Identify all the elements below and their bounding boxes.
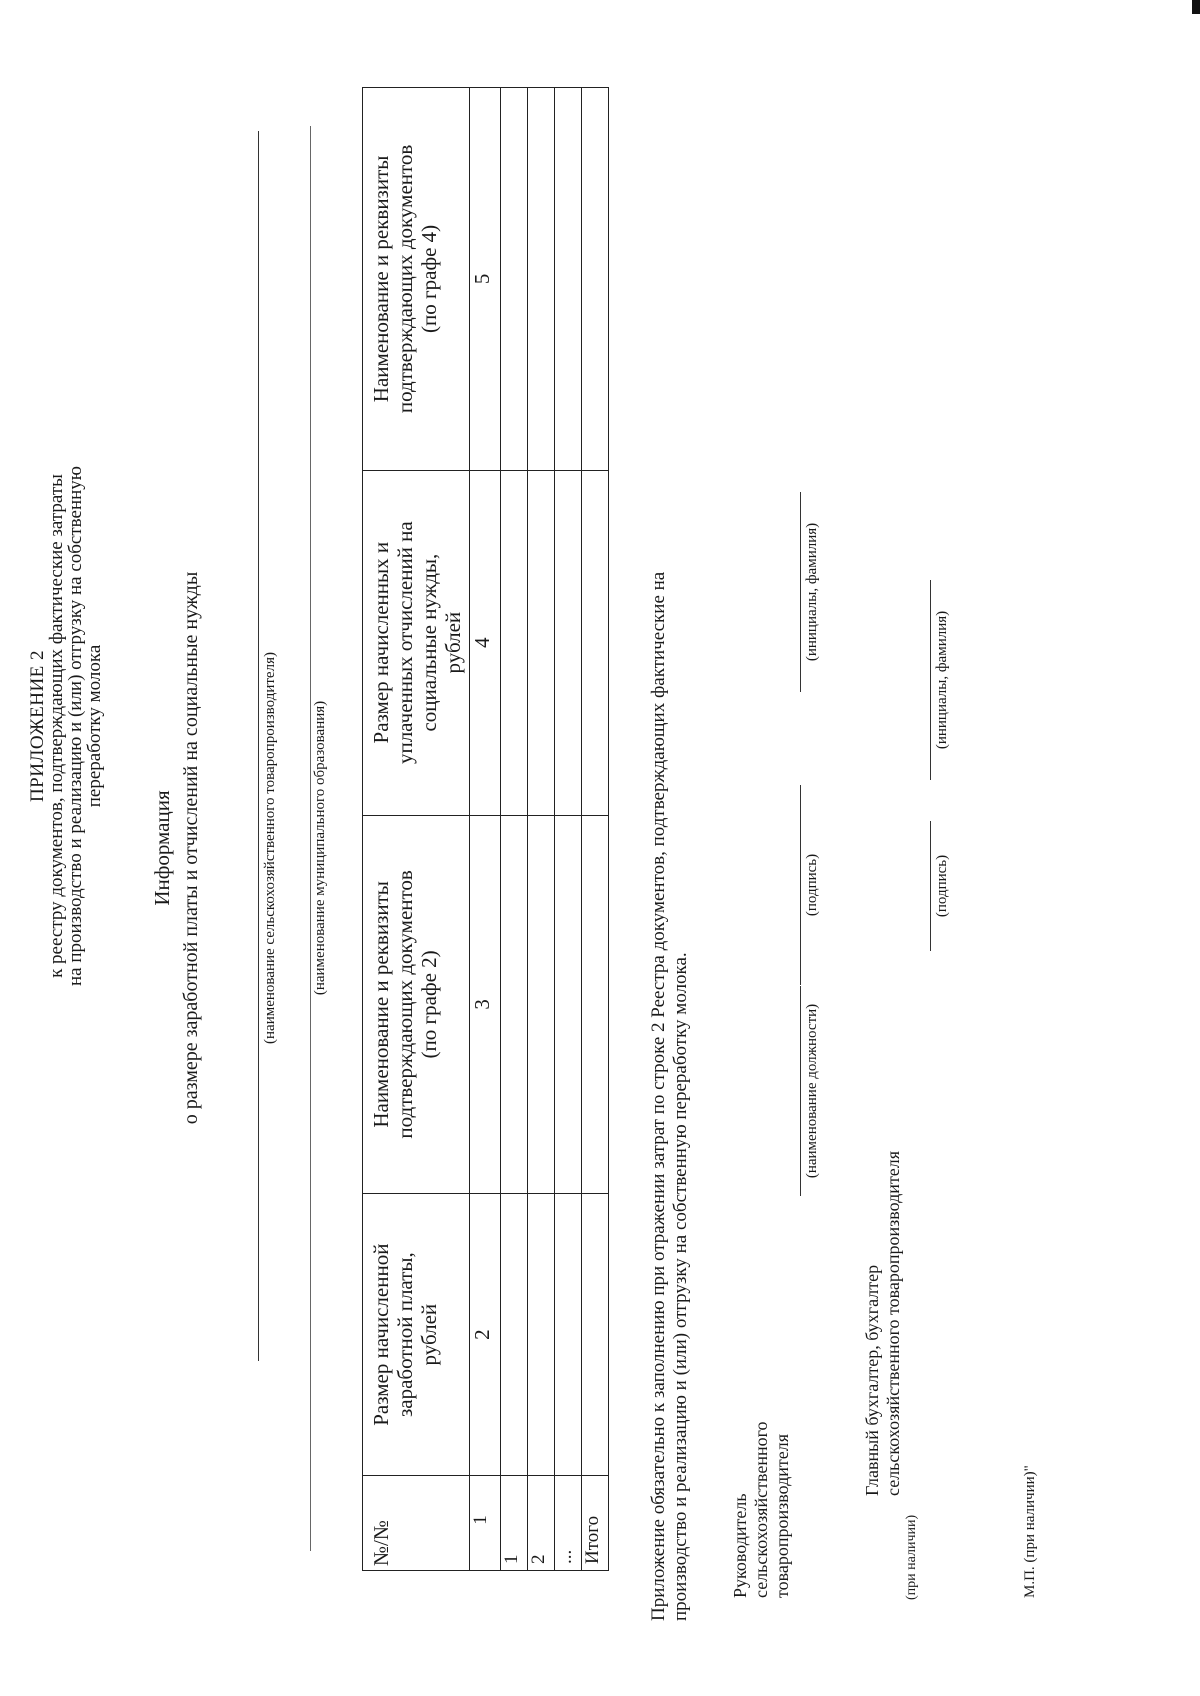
head-position-caption: (наименование должности) (804, 1003, 820, 1179)
scan-edge-mark (1192, 0, 1200, 14)
table-header-row (363, 88, 470, 1571)
municipality-name-line (310, 126, 311, 1551)
accountant-name-line (930, 580, 931, 780)
stamp-placeholder: М.П. (при наличии)" (1022, 1465, 1038, 1598)
column-number-4: 4 (470, 470, 501, 815)
head-label: Руководитель сельскохозяйственного товаропроизводителя (730, 1421, 792, 1598)
table-cell (501, 88, 528, 471)
head-signature-line (800, 785, 801, 985)
table-cell (501, 470, 528, 815)
appendix-line-3: переработку молока (84, 644, 105, 808)
accountant-label (862, 1151, 904, 1496)
head-name-caption: (инициалы, фамилия) (804, 522, 820, 662)
table-cell (555, 1194, 582, 1476)
table-cell (528, 88, 555, 471)
column-number-3: 3 (470, 815, 501, 1194)
col-header-salary-docs: Наименование и реквизиты подтверждающих документов (по графе 2) (363, 815, 470, 1194)
filling-note (648, 572, 692, 1621)
appendix-title: ПРИЛОЖЕНИЕ 2 (27, 649, 48, 803)
col-header-number: №/№ (363, 1476, 470, 1571)
appendix-header (28, 16, 104, 1436)
accountant-label-line-2: сельскохозяйственного товаропроизводителя (883, 1150, 903, 1496)
table-cell (528, 1194, 555, 1476)
note-line-2: производство и реализацию и (или) отгрузку на собственную переработку молока. (670, 952, 691, 1621)
table-cell (582, 1194, 609, 1476)
municipality-caption: (наименование муниципального образования) (312, 700, 328, 996)
table-cell (582, 815, 609, 1194)
row-label: 1 (501, 1476, 528, 1571)
col-header-salary: Размер начисленной заработной платы, рублей (363, 1194, 470, 1476)
col-header-social: Размер начисленных и уплаченных отчислений на социальные нужды, рублей (363, 470, 470, 815)
table-cell (555, 88, 582, 471)
note-line-1: Приложение обязательно к заполнению при отражении затрат по строке 2 Реестра документов, подтверждающих фактические на (648, 571, 669, 1621)
producer-name-line (258, 131, 259, 1361)
col-header-social-docs: Наименование и реквизиты подтверждающих документов (по графе 4) (363, 88, 470, 471)
producer-caption: (наименование сельскохозяйственного товаропроизводителя) (262, 652, 278, 1044)
table-cell (555, 470, 582, 815)
table-cell (528, 815, 555, 1194)
head-name-line (800, 492, 801, 692)
info-table (362, 87, 609, 1571)
accountant-signature-line (930, 821, 931, 951)
column-number-2: 2 (470, 1194, 501, 1476)
table-cell (528, 470, 555, 815)
column-number-row (470, 88, 501, 1571)
head-signature-caption: (подпись) (804, 853, 820, 917)
row-label: ... (555, 1476, 582, 1571)
table-row-total (582, 88, 609, 1571)
column-number-1: 1 (470, 1476, 501, 1571)
document-subtitle: о размере заработной платы и отчислений на социальные нужды (180, 571, 202, 1125)
table-cell (501, 1194, 528, 1476)
table-cell (582, 88, 609, 471)
head-position-line (800, 986, 801, 1196)
accountant-name-caption: (инициалы, фамилия) (934, 610, 950, 750)
table-cell (582, 470, 609, 815)
table-cell (555, 815, 582, 1194)
appendix-line-2: на производство и реализацию и (или) отгрузку на собственную (65, 466, 86, 986)
document-title: Информация (150, 790, 174, 906)
row-label-total: Итого (582, 1476, 609, 1571)
table-row (555, 88, 582, 1571)
accountant-label-line-3: (при наличии) (904, 1514, 919, 1600)
row-label: 2 (528, 1476, 555, 1571)
appendix-line-1: к реестру документов, подтверждающих фактические затраты (46, 474, 67, 978)
accountant-signature-caption: (подпись) (934, 854, 950, 918)
table-cell (501, 815, 528, 1194)
table-row (528, 88, 555, 1571)
column-number-5: 5 (470, 88, 501, 471)
table-row (501, 88, 528, 1571)
accountant-label-line-1: Главный бухгалтер, бухгалтер (862, 1264, 882, 1496)
